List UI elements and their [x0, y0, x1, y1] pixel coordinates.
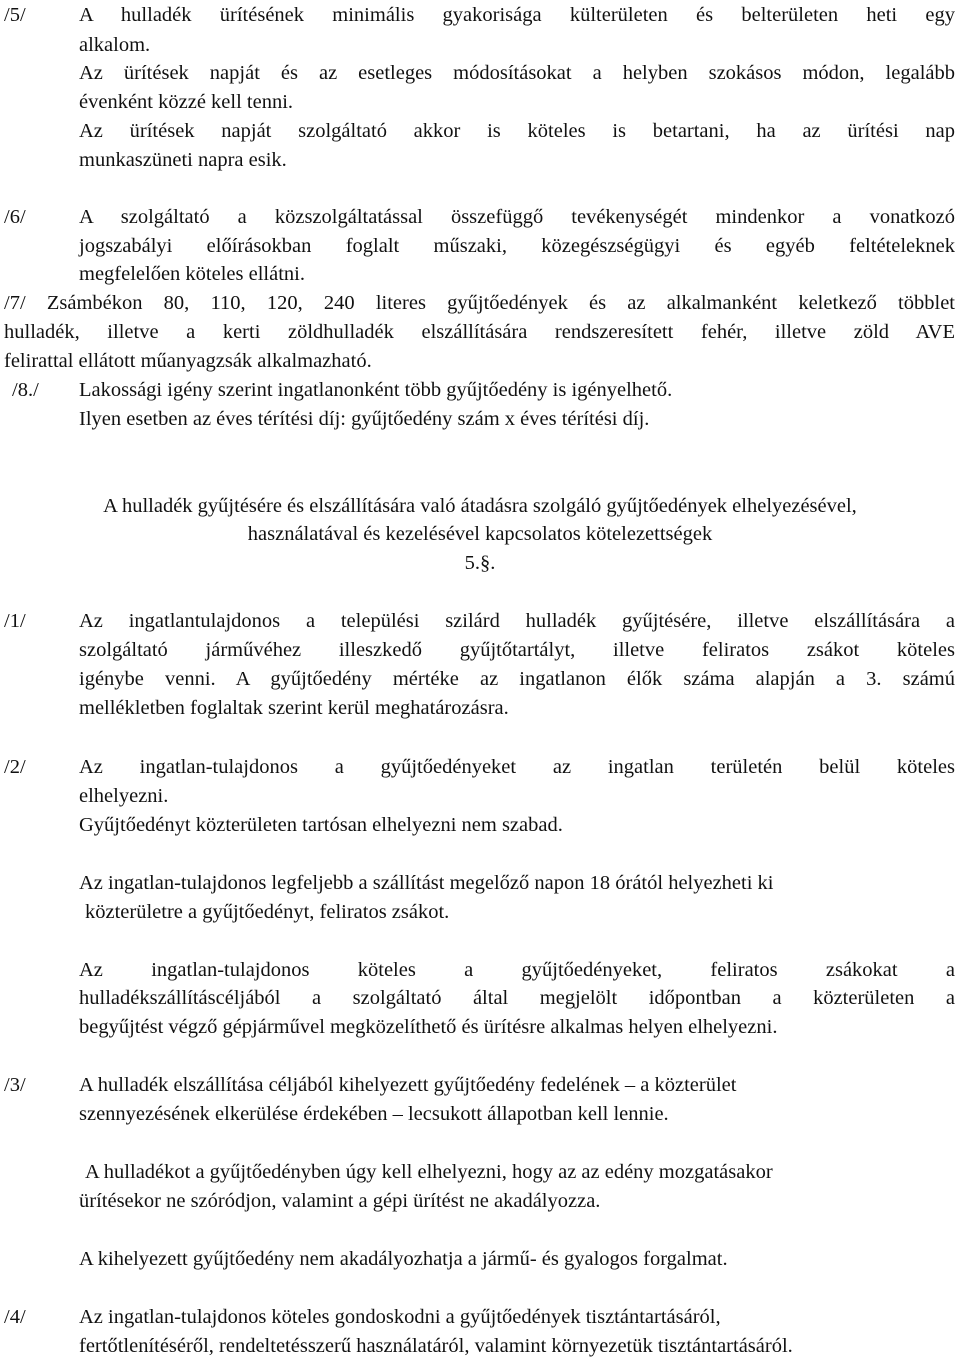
s8-line-1: Lakossági igény szerint ingatlanonként több gyűjtőedény is igényelhető.	[79, 379, 673, 401]
p2-para2-line-2: közterületre a gyűjtőedényt, feliratos zsákot.	[85, 901, 450, 923]
p3-para2-line-1: A hulladékot a gyűjtőedényben úgy kell elhelyezni, hogy az az edény mozgatásakor	[85, 1161, 773, 1183]
section-number-6: /6/	[4, 206, 26, 228]
p4-line-2: fertőtlenítéséről, rendeltetésszerű használatáról, valamint környezetük tisztántartásáról.	[79, 1335, 793, 1357]
p1-line-2: szolgáltató járművéhez illeszkedő gyűjtőtartályt, illetve feliratos zsákot köteles	[79, 639, 955, 661]
s5-line-6: munkaszüneti napra esik.	[79, 149, 287, 171]
section-number-8: /8./	[12, 379, 39, 401]
s8-line-2: Ilyen esetben az éves térítési díj: gyűjtőedény szám x éves térítési díj.	[79, 408, 650, 430]
paragraph-number-2: /2/	[4, 756, 26, 778]
p1-line-4: mellékletben foglaltak szerint kerül meghatározásra.	[79, 697, 509, 719]
s5-line-4: évenként közzé kell tenni.	[79, 91, 294, 113]
s5-line-1: A hulladék ürítésének minimális gyakorisága külterületen és belterületen heti egy	[79, 4, 955, 26]
p3-line-2: szennyezésének elkerülése érdekében – lecsukott állapotban kell lennie.	[79, 1103, 669, 1125]
s7-line-3: felirattal ellátott műanyagzsák alkalmazható.	[4, 350, 372, 372]
p3-line-1: A hulladék elszállítása céljából kihelyezett gyűjtőedény fedelének – a közterület	[79, 1074, 737, 1096]
s7-line-1: /7/ Zsámbékon 80, 110, 120, 240 literes gyűjtőedények és az alkalmanként keletkező többlet	[4, 292, 955, 314]
s5-line-3: Az ürítések napját és az esetleges módosításokat a helyben szokásos módon, legalább	[79, 62, 955, 84]
p2-line-1: Az ingatlan-tulajdonos a gyűjtőedényeket az ingatlan területén belül köteles	[79, 756, 955, 778]
s6-line-2: jogszabályi előírásokban foglalt műszaki, közegészségügyi és egyéb feltételeknek	[79, 235, 955, 257]
p2-para3-line-1: Az ingatlan-tulajdonos köteles a gyűjtőedényeket, feliratos zsákokat a	[79, 959, 955, 981]
p2-line-2: elhelyezni.	[79, 785, 169, 807]
p1-line-3: igénybe venni. A gyűjtőedény mértéke az ingatlanon élők száma alapján a 3. számú	[79, 668, 955, 690]
s5-line-5: Az ürítések napját szolgáltató akkor is köteles is betartani, ha az ürítési nap	[79, 120, 955, 142]
p2-para3-line-2: hulladékszállításcéljából a szolgáltató által megjelölt időpontban a közterületen a	[79, 987, 955, 1009]
p3-para2-line-2: ürítésekor ne szóródjon, valamint a gépi ürítést ne akadályozza.	[79, 1190, 601, 1212]
s6-line-3: megfelelően köteles ellátni.	[79, 263, 305, 285]
paragraph-number-4: /4/	[4, 1306, 26, 1328]
p2-para3-line-3: begyűjtést végző gépjárművel megközelíthető és ürítésre alkalmas helyen elhelyezni.	[79, 1016, 778, 1038]
section-heading: 5.§.	[464, 552, 496, 574]
paragraph-number-1: /1/	[4, 610, 26, 632]
paragraph-number-3: /3/	[4, 1074, 26, 1096]
s6-line-1: A szolgáltató a közszolgáltatással összefüggő tevékenységét mindenkor a vonatkozó	[79, 206, 955, 228]
p3-para3-line-1: A kihelyezett gyűjtőedény nem akadályozhatja a jármű- és gyalogos forgalmat.	[79, 1248, 728, 1270]
heading-line-2: használatával és kezelésével kapcsolatos kötelezettségek	[247, 523, 713, 545]
s5-line-2: alkalom.	[79, 34, 151, 56]
heading-line-1: A hulladék gyűjtésére és elszállítására való átadásra szolgáló gyűjtőedények elhelyezésével,	[103, 495, 857, 517]
p1-line-1: Az ingatlantulajdonos a települési szilárd hulladék gyűjtésére, illetve elszállítására a	[79, 610, 955, 632]
p2-line-3: Gyűjtőedényt közterületen tartósan elhelyezni nem szabad.	[79, 814, 563, 836]
p2-para2-line-1: Az ingatlan-tulajdonos legfeljebb a szállítást megelőző napon 18 órától helyezheti ki	[79, 872, 774, 894]
section-number-5: /5/	[4, 4, 26, 26]
p4-line-1: Az ingatlan-tulajdonos köteles gondoskodni a gyűjtőedények tisztántartásáról,	[79, 1306, 721, 1328]
s7-line-2: hulladék, illetve a kerti zöldhulladék elszállítására rendszeresített fehér, illetve zöld AVE	[4, 321, 955, 343]
